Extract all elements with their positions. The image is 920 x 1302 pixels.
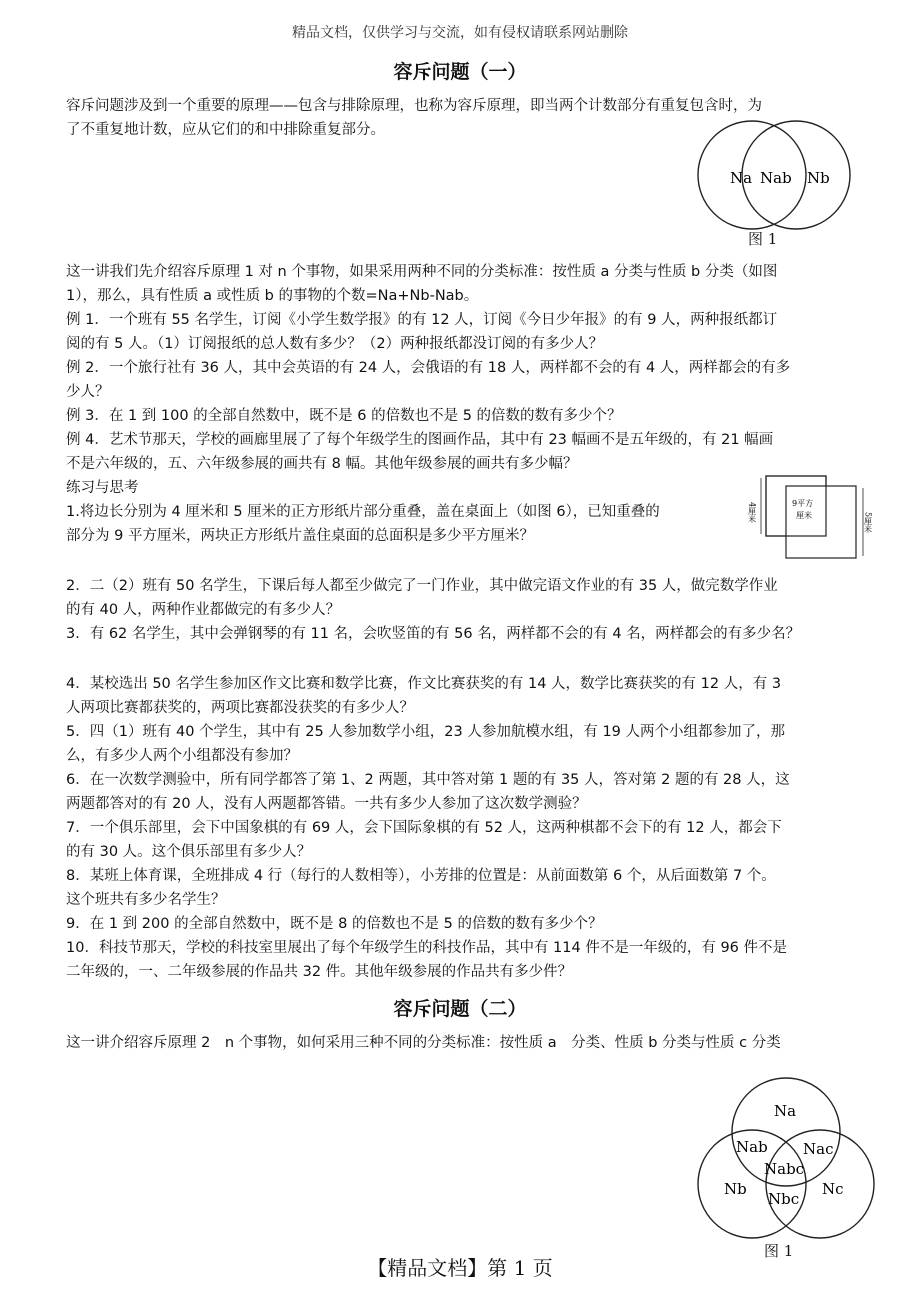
example-line: 例 2．一个旅行社有 36 人，其中会英语的有 24 人，会俄语的有 18 人，两样都不会的有 4 人，两样都会的有多 bbox=[66, 360, 791, 376]
venn-label-na: Na bbox=[774, 1102, 797, 1120]
exercise-line: 么，有多少人两个小组都没有参加？ bbox=[66, 748, 298, 764]
venn-label-nbc: Nbc bbox=[768, 1190, 800, 1208]
venn3-caption: 图 1 bbox=[764, 1242, 794, 1260]
section1-body bbox=[66, 260, 790, 548]
example-line: 例 4．艺术节那天，学校的画廊里展了了每个年级学生的图画作品，其中有 23 幅画不是五年级的，有 21 幅画 bbox=[66, 432, 774, 448]
left-size-label: 4厘米 bbox=[747, 502, 757, 524]
intro-line: 这一讲介绍容斥原理 2 n 个事物，如何采用三种不同的分类标准：按性质 a 分类、性质 b 分类与性质 c 分类 bbox=[66, 1035, 781, 1051]
exercise-line: 3．有 62 名学生，其中会弹钢琴的有 11 名，会吹竖笛的有 56 名，两样都不会的有 4 名，两样都会的有多少名？ bbox=[66, 626, 801, 642]
set-b-circle bbox=[742, 121, 850, 229]
intro-line: 容斥问题涉及到一个重要的原理——包含与排除原理，也称为容斥原理，即当两个计数部分有重复包含时，为 bbox=[66, 98, 762, 114]
practice-heading: 练习与思考 bbox=[66, 480, 139, 496]
body-line: 1），那么，具有性质 a 或性质 b 的事物的个数=Na+Nb-Nab。 bbox=[66, 288, 479, 304]
overlap-label: 厘米 bbox=[796, 511, 812, 520]
exercise-line: 的有 40 人，两种作业都做完的有多少人？ bbox=[66, 602, 341, 618]
exercise-line: 8．某班上体育课，全班排成 4 行（每行的人数相等），小芳排的位置是：从前面数第 6 个，从后面数第 7 个。 bbox=[66, 868, 776, 884]
exercise-line: 1.将边长分别为 4 厘米和 5 厘米的正方形纸片部分重叠，盖在桌面上（如图 6），已知重叠的 bbox=[66, 504, 660, 520]
section1-title: 容斥问题（一） bbox=[393, 61, 527, 83]
section1-intro bbox=[66, 94, 762, 142]
example-line: 少人？ bbox=[66, 384, 110, 400]
overlapping-squares-figure bbox=[747, 472, 880, 567]
venn-label-nb: Nb bbox=[724, 1180, 747, 1198]
example-line: 例 3．在 1 到 100 的全部自然数中，既不是 6 的倍数也不是 5 的倍数的数有多少个？ bbox=[66, 408, 622, 424]
exercise-line: 4．某校选出 50 名学生参加区作文比赛和数学比赛，作文比赛获奖的有 14 人，数学比赛获奖的有 12 人，有 3 bbox=[66, 676, 782, 692]
exercise-group bbox=[66, 672, 790, 984]
exercise-line: 的有 30 人。这个俱乐部里有多少人？ bbox=[66, 844, 312, 860]
example-line: 阅的有 5 人。（1）订阅报纸的总人数有多少？（2）两种报纸都没订阅的有多少人？ bbox=[66, 336, 604, 352]
venn-label-nc: Nc bbox=[822, 1180, 844, 1198]
section2-title: 容斥问题（二） bbox=[393, 998, 527, 1020]
right-size-label: 5厘米 bbox=[863, 512, 873, 534]
body-line: 这一讲我们先介绍容斥原理 1 对 n 个事物，如果采用两种不同的分类标准：按性质 a 分类与性质 b 分类（如图 bbox=[66, 264, 778, 280]
exercise-line: 人两项比赛都获奖的，两项比赛都没获奖的有多少人？ bbox=[66, 700, 414, 716]
exercise-line: 6．在一次数学测验中，所有同学都答了第 1、2 两题，其中答对第 1 题的有 35 人，答对第 2 题的有 28 人，这 bbox=[66, 772, 790, 788]
overlap-label: 9平方 bbox=[792, 499, 814, 508]
venn-label-nb: Nb bbox=[807, 169, 830, 187]
intro-line: 了不重复地计数，应从它们的和中排除重复部分。 bbox=[66, 122, 385, 138]
venn-label-nabc: Nabc bbox=[764, 1160, 805, 1178]
exercise-line: 7．一个俱乐部里，会下中国象棋的有 69 人，会下国际象棋的有 52 人，这两种棋都不会下的有 12 人，都会下 bbox=[66, 820, 782, 836]
exercise-group bbox=[66, 574, 800, 646]
venn-two-sets-figure bbox=[690, 120, 860, 230]
exercise-line: 10．科技节那天，学校的科技室里展出了每个年级学生的科技作品，其中有 114 件不是一年级的，有 96 件不是 bbox=[66, 940, 788, 956]
example-line: 例 1．一个班有 55 名学生，订阅《小学生数学报》的有 12 人，订阅《今日少年报》的有 9 人，两种报纸都订 bbox=[66, 312, 778, 328]
venn-label-nab: Nab bbox=[736, 1138, 768, 1156]
page-header: 精品文档，仅供学习与交流，如有侵权请联系网站删除 bbox=[292, 25, 628, 41]
venn-label-nab: Nab bbox=[760, 169, 792, 187]
exercise-line: 部分为 9 平方厘米，两块正方形纸片盖住桌面的总面积是多少平方厘米？ bbox=[66, 528, 534, 544]
exercise-line: 2．二（2）班有 50 名学生，下课后每人都至少做完了一门作业，其中做完语文作业的有 35 人，做完数学作业 bbox=[66, 578, 778, 594]
venn2-caption: 图 1 bbox=[748, 230, 778, 248]
exercise-line: 二年级的，一、二年级参展的作品共 32 件。其他年级参展的作品共有多少件？ bbox=[66, 964, 573, 980]
large-square bbox=[786, 486, 856, 558]
example-line: 不是六年级的，五、六年级参展的画共有 8 幅。其他年级参展的画共有多少幅？ bbox=[66, 456, 578, 472]
venn-three-sets-figure bbox=[690, 1072, 890, 1240]
venn-label-na: Na bbox=[730, 169, 753, 187]
exercise-line: 两题都答对的有 20 人，没有人两题都答错。一共有多少人参加了这次数学测验？ bbox=[66, 796, 587, 812]
venn-label-nac: Nac bbox=[803, 1140, 834, 1158]
section2-intro bbox=[66, 1031, 781, 1055]
page-footer: 【精品文档】第 1 页 bbox=[367, 1256, 553, 1280]
exercise-line: 5．四（1）班有 40 个学生，其中有 25 人参加数学小组，23 人参加航模水组，有 19 人两个小组都参加了，那 bbox=[66, 724, 786, 740]
exercise-line: 这个班共有多少名学生？ bbox=[66, 892, 226, 908]
exercise-line: 9．在 1 到 200 的全部自然数中，既不是 8 的倍数也不是 5 的倍数的数有多少个？ bbox=[66, 916, 603, 932]
